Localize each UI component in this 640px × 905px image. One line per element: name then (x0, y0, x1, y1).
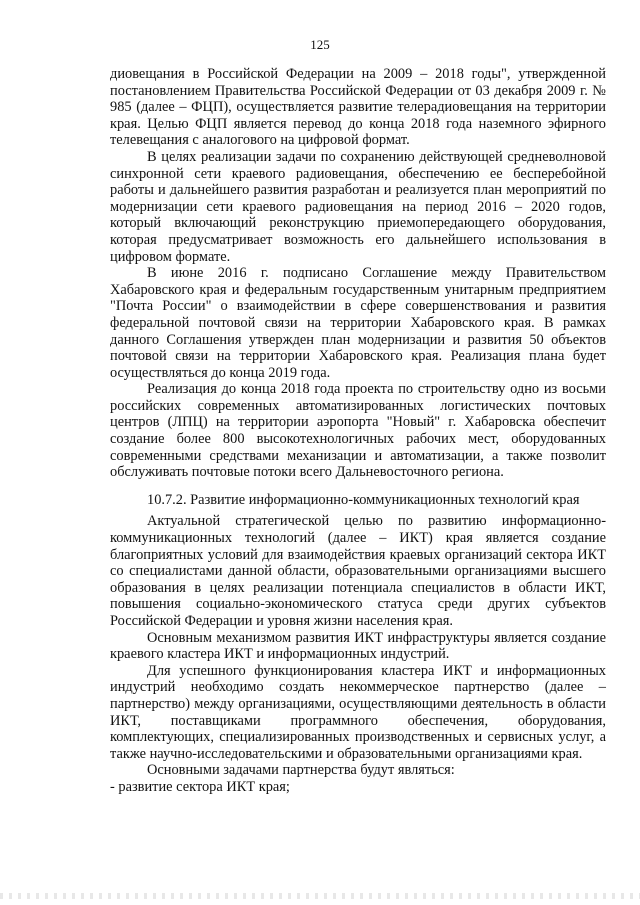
paragraph-partnership: Для успешного функционирования кластера ИКТ и информационных индустрий необходимо создать некоммерческое партнерство (далее – партнерство) между организациями, осуществляющими деятельность в области ИКТ, поставщиками программного обеспечения, оборудования, комплектующих, специализированных производственных и сервисных услуг, а также научно-исследовательскими и образовательными организациями края. (110, 662, 606, 762)
paragraph-logistics-center: Реализация до конца 2018 года проекта по строительству одно из восьми российских современных автоматизированных логистических почтовых центров (ЛПЦ) на территории аэропорта "Новый" г. Хабаровска обеспечит создание более 800 высокотехнологичных рабочих мест, оборудованных современными средствами механизации и автоматизации, а также позволит обслуживать почтовые потоки всего Дальневосточного региона. (110, 381, 606, 481)
paragraph-post-agreement: В июне 2016 г. подписано Соглашение между Правительством Хабаровского края и федеральным государственным унитарным предприятием "Почта России" о взаимодействии в сфере совершенствования и развития федеральной почтовой связи на территории Хабаровского края. В рамках данного Соглашения утвержден план модернизации и развития 50 объектов почтовой связи на территории Хабаровского края. Реализация плана будет осуществляться до конца 2019 года. (110, 265, 606, 381)
page-number: 125 (310, 37, 330, 52)
paragraph-tasks-intro: Основными задачами партнерства будут являться: (147, 762, 455, 779)
paragraph-ict-goal: Актуальной стратегической целью по развитию информационно-коммуникационных технологий (далее – ИКТ) края является создание благоприятных условий для взаимодействия краевых организаций сектора ИКТ со специалистами данной области, образовательными организациями высшего образования в целях реализации потенциала специалистов в области ИКТ, повышения социально-экономического статуса среди других субъектов Российской Федерации и уровня жизни населения края. (110, 513, 606, 629)
scan-artifact-strip (0, 893, 640, 899)
paragraph-ict-mechanism: Основным механизмом развития ИКТ инфраструктуры является создание краевого кластера ИКТ и информационных индустрий. (110, 629, 606, 663)
paragraph-tv-broadcasting: диовещания в Российской Федерации на 2009 – 2018 годы", утвержденной постановлением Правительства Российской Федерации от 03 декабря 2009 г. № 985 (далее – ФЦП), осуществляется развитие телерадиовещания на территории края. Целью ФЦП является перевод до конца 2018 года наземного эфирного телевещания с аналогового на цифровой формат. (110, 66, 606, 149)
section-heading: 10.7.2. Развитие информационно-коммуникационных технологий края (147, 491, 580, 508)
body-text (110, 66, 606, 796)
paragraph-radio-network: В целях реализации задачи по сохранению действующей средневолновой синхронной сети краевого радиовещания, обеспечению ее бесперебойной работы и дальнейшего развития разработан и реализуется план мероприятий по модернизации сети краевого радиовещания на период 2016 – 2020 годов, который включающий реконструкцию приемопередающего оборудования, которая предусматривает возможность его дальнейшего использования в цифровом формате. (110, 148, 606, 265)
list-item-ict-development: - развитие сектора ИКТ края; (110, 778, 290, 795)
